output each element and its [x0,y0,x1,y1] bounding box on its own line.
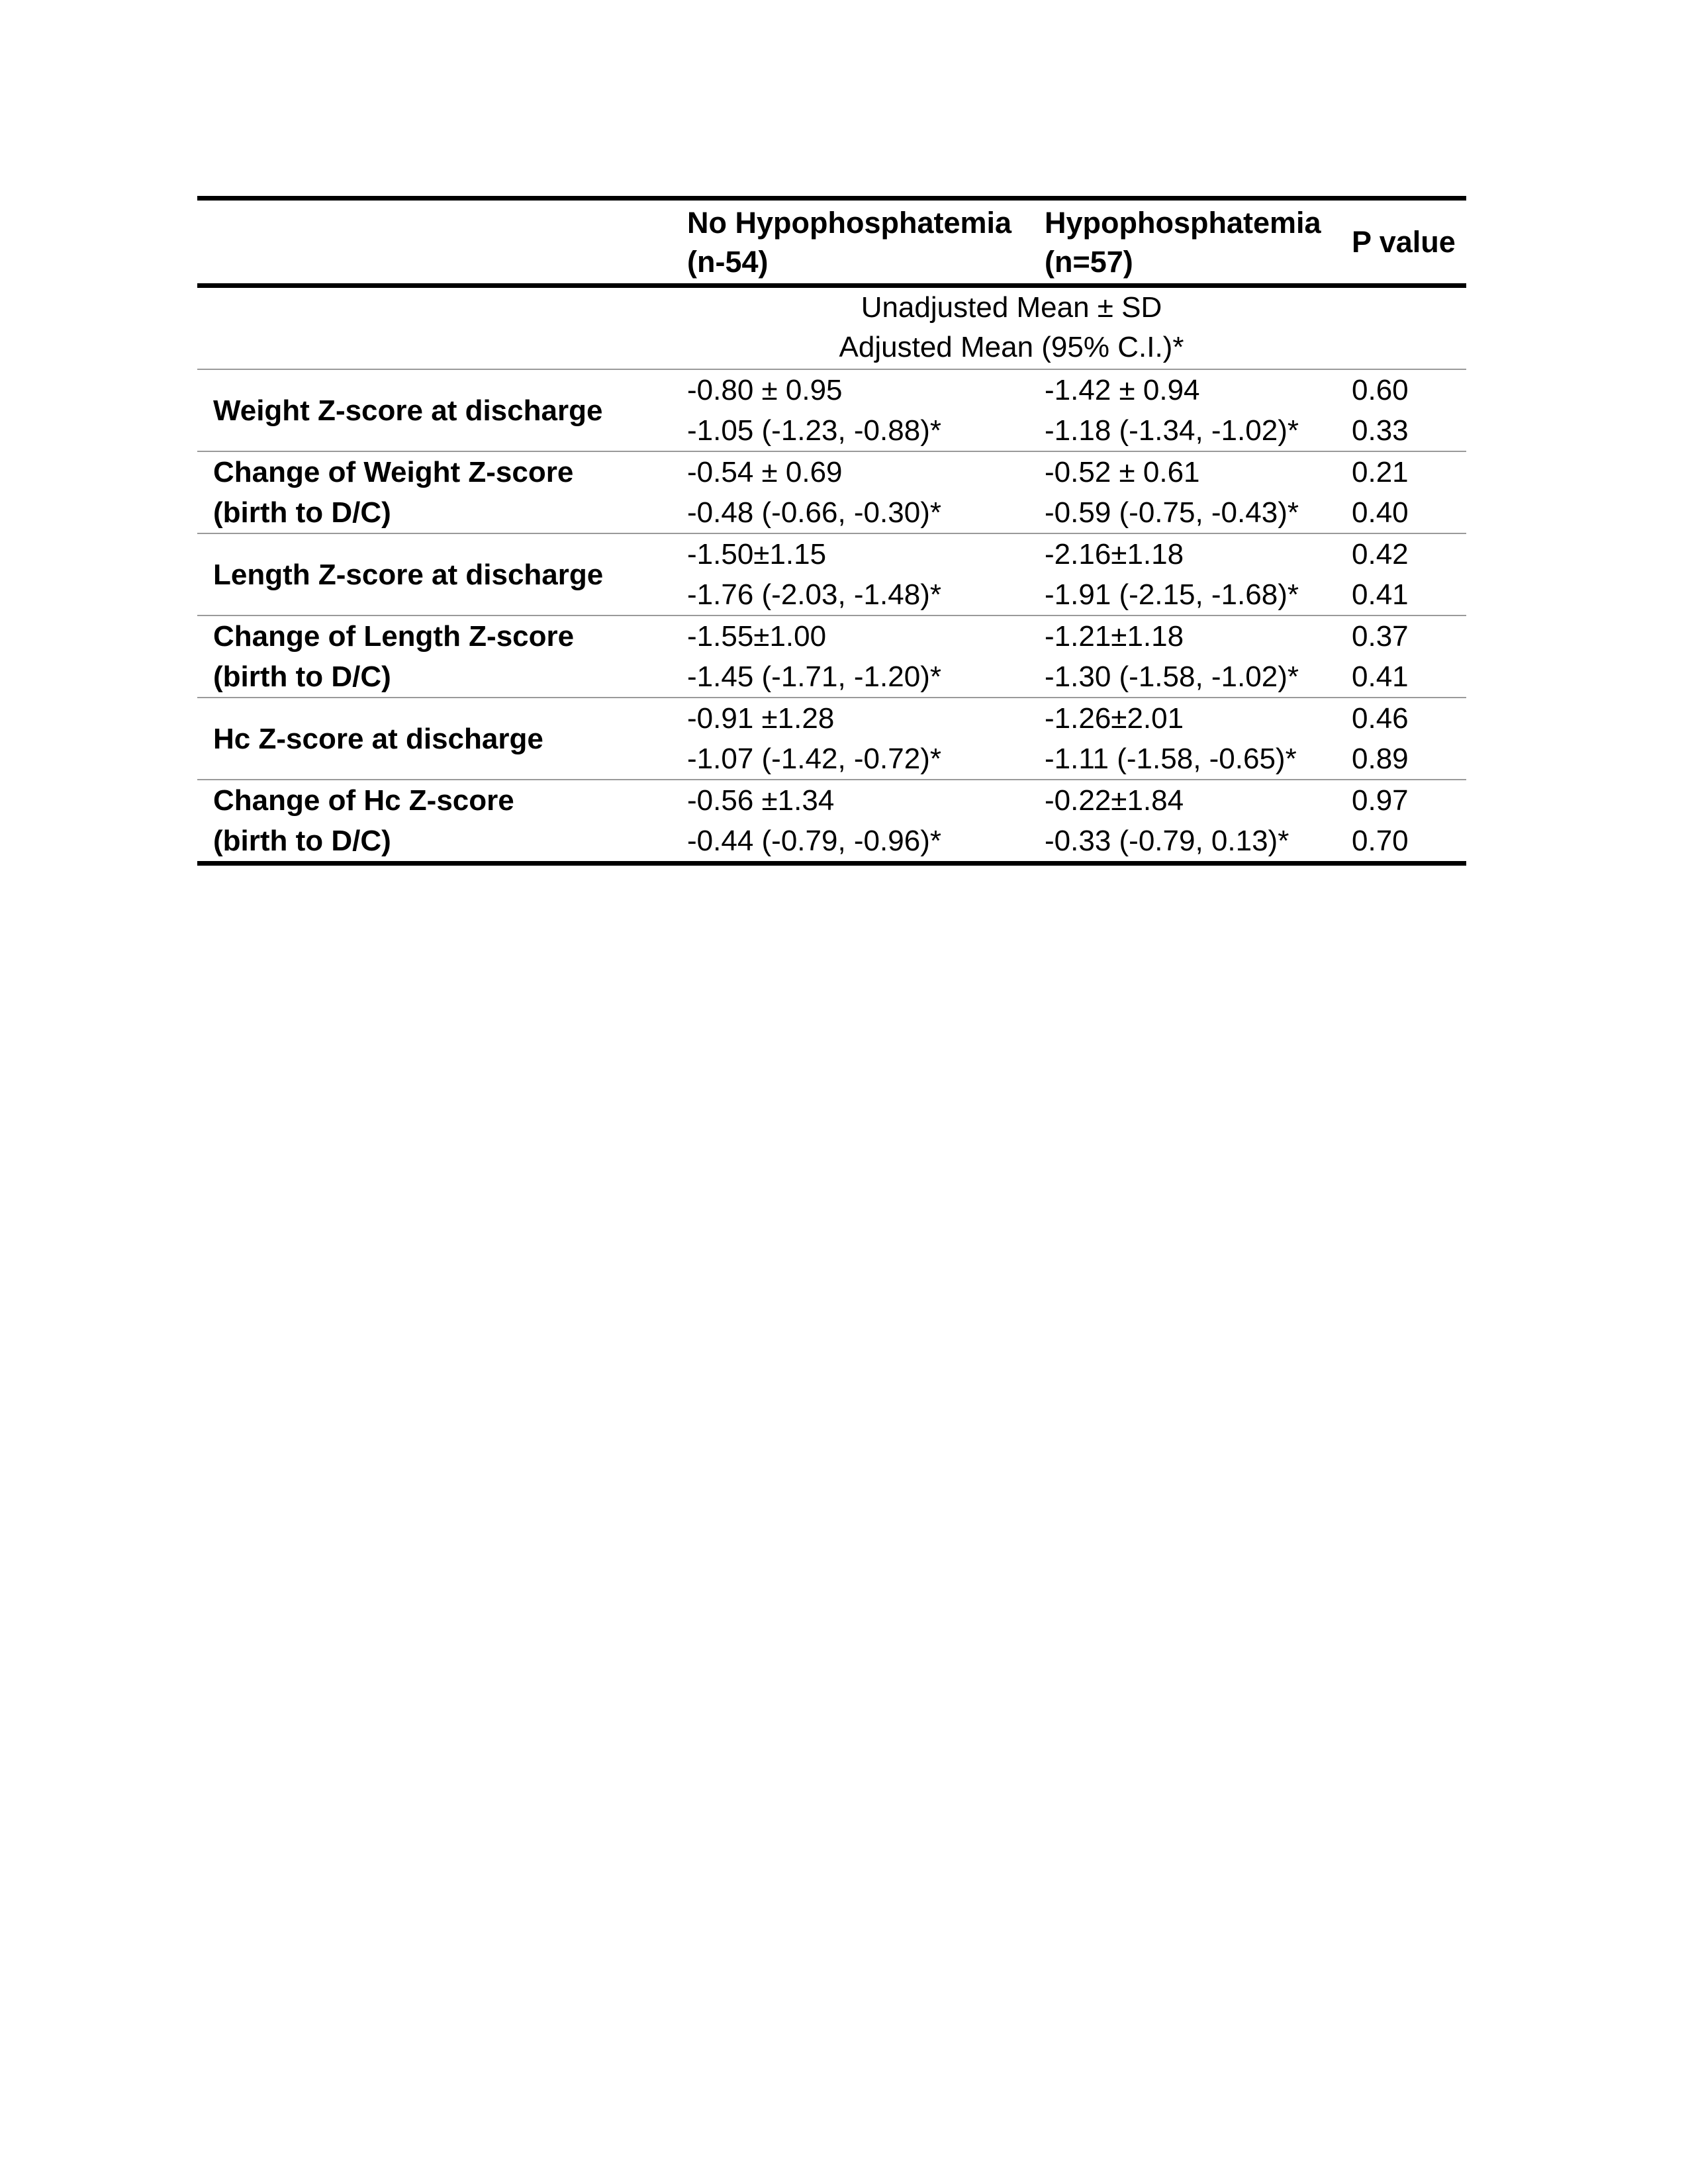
table-row [197,780,1466,861]
header-count: (n-54) [687,245,769,279]
row-label: Change of Length Z-score [213,620,575,653]
row-label: (birth to D/C) [213,660,391,693]
hypophosphatemia-value: -0.22±1.84 [1045,784,1184,817]
p-value-cell [1345,452,1466,533]
row-label-cell [197,534,680,615]
no-hypophosphatemia-value-cell [680,452,1038,533]
p-value-cell [1345,780,1466,861]
p-value: 0.97 [1352,784,1409,817]
table-body [197,369,1466,861]
p-value-cell [1345,616,1466,697]
p-value: 0.70 [1352,825,1409,857]
header-text: No Hypophosphatemia [687,206,1012,240]
header-no-hypophosphatemia [680,201,1038,283]
row-label-cell [197,452,680,533]
row-label: Change of Hc Z-score [213,784,514,817]
no-hypophosphatemia-value: -1.05 (-1.23, -0.88)* [687,414,941,447]
row-label: Change of Weight Z-score [213,456,574,488]
no-hypophosphatemia-value: -0.54 ± 0.69 [687,456,843,488]
hypophosphatemia-value-cell [1038,780,1345,861]
row-label-cell [197,616,680,697]
no-hypophosphatemia-value-cell [680,780,1038,861]
no-hypophosphatemia-value: -1.07 (-1.42, -0.72)* [687,743,941,775]
row-label-cell [197,780,680,861]
hypophosphatemia-value: -1.18 (-1.34, -1.02)* [1045,414,1299,447]
table-row [197,616,1466,697]
p-value: 0.41 [1352,660,1409,693]
p-value-cell [1345,698,1466,779]
row-label: Hc Z-score at discharge [213,722,543,755]
no-hypophosphatemia-value: -0.48 (-0.66, -0.30)* [687,496,941,529]
hypophosphatemia-value-cell [1038,452,1345,533]
no-hypophosphatemia-value-cell [680,698,1038,779]
hypophosphatemia-value-cell [1038,534,1345,615]
no-hypophosphatemia-value: -0.91 ±1.28 [687,702,835,735]
p-value: 0.37 [1352,620,1409,653]
hypophosphatemia-value-cell [1038,370,1345,451]
table-row [197,370,1466,451]
p-value: 0.89 [1352,743,1409,775]
hypophosphatemia-value: -1.21±1.18 [1045,620,1184,653]
table-row [197,452,1466,533]
hypophosphatemia-value-cell [1038,616,1345,697]
results-table [197,196,1466,866]
no-hypophosphatemia-value: -0.80 ± 0.95 [687,374,843,406]
no-hypophosphatemia-value-cell [680,534,1038,615]
table-row [197,698,1466,779]
hypophosphatemia-value: -1.30 (-1.58, -1.02)* [1045,660,1299,693]
p-value: 0.42 [1352,538,1409,570]
statistic-legend [680,288,1521,367]
row-label: Length Z-score at discharge [213,558,604,591]
p-value: 0.21 [1352,456,1409,488]
no-hypophosphatemia-value: -1.50±1.15 [687,538,827,570]
header-p-value [1345,201,1466,283]
p-value-cell [1345,534,1466,615]
hypophosphatemia-value: -1.42 ± 0.94 [1045,374,1200,406]
hypophosphatemia-value: -0.33 (-0.79, 0.13)* [1045,825,1289,857]
hypophosphatemia-value: -0.52 ± 0.61 [1045,456,1200,488]
adjusted-label: Adjusted Mean (95% C.I.)* [839,331,1184,363]
p-value: 0.60 [1352,374,1409,406]
row-label-cell [197,698,680,779]
header-count: (n=57) [1045,245,1133,279]
header-text: P value [1352,225,1456,259]
p-value-cell [1345,370,1466,451]
hypophosphatemia-value: -1.26±2.01 [1045,702,1184,735]
hypophosphatemia-value: -0.59 (-0.75, -0.43)* [1045,496,1299,529]
no-hypophosphatemia-value: -1.45 (-1.71, -1.20)* [687,660,941,693]
hypophosphatemia-value: -1.91 (-2.15, -1.68)* [1045,578,1299,611]
header-blank-cell [197,201,680,283]
hypophosphatemia-value: -2.16±1.18 [1045,538,1184,570]
no-hypophosphatemia-value-cell [680,370,1038,451]
hypophosphatemia-value: -1.11 (-1.58, -0.65)* [1045,743,1297,775]
unadjusted-label: Unadjusted Mean ± SD [861,291,1162,324]
bottom-rule [197,861,1466,866]
header-hypophosphatemia [1038,201,1345,283]
no-hypophosphatemia-value-cell [680,616,1038,697]
p-value: 0.40 [1352,496,1409,529]
statistic-legend-row [197,288,1466,369]
row-label-cell [197,370,680,451]
p-value: 0.46 [1352,702,1409,735]
top-rule [197,196,1466,201]
row-label: (birth to D/C) [213,825,391,857]
no-hypophosphatemia-value: -0.56 ±1.34 [687,784,835,817]
header-rule [197,283,1466,288]
header-text: Hypophosphatemia [1045,206,1321,240]
row-label: (birth to D/C) [213,496,391,529]
no-hypophosphatemia-value: -1.76 (-2.03, -1.48)* [687,578,941,611]
hypophosphatemia-value-cell [1038,698,1345,779]
no-hypophosphatemia-value: -1.55±1.00 [687,620,827,653]
p-value: 0.33 [1352,414,1409,447]
p-value: 0.41 [1352,578,1409,611]
header-row [197,201,1466,283]
table-row [197,534,1466,615]
no-hypophosphatemia-value: -0.44 (-0.79, -0.96)* [687,825,941,857]
row-label: Weight Z-score at discharge [213,394,603,427]
